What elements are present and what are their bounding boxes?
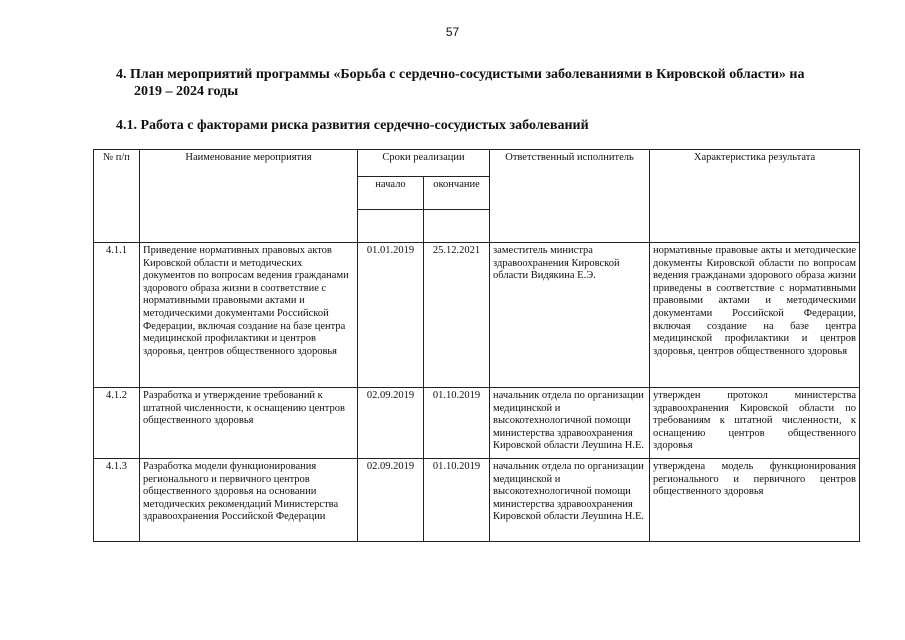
spacer-cell — [358, 210, 424, 243]
row-responsible: начальник отдела по организации медицинской и высокотехнологичной помощи министерства здравоохранения Кировской области Леушина Н.Е. — [490, 459, 650, 542]
page-number: 57 — [445, 25, 460, 39]
row-num: 4.1.3 — [94, 459, 140, 542]
table-header-row — [94, 150, 860, 177]
table-row — [94, 388, 860, 459]
table-row — [94, 459, 860, 542]
header-result: Характеристика результата — [650, 150, 860, 243]
subsection-heading: 4.1. Работа с факторами риска развития сердечно-сосудистых заболеваний — [116, 118, 589, 133]
row-result: нормативные правовые акты и методические документы Кировской области по вопросам ведения гражданами здорового образа жизни приведены в соответствие с нормативными правовыми актами и методическими документами Российской Федерации, включая создание на базе центра медицинской профилактики и центров здоровья, центров общественного здоровья — [650, 243, 860, 388]
header-responsible: Ответственный исполнитель — [490, 150, 650, 243]
header-end: окончание — [424, 177, 490, 210]
header-name: Наименование мероприятия — [140, 150, 358, 243]
row-name: Разработка и утверждение требований к штатной численности, к оснащению центров общественного здоровья — [140, 388, 358, 459]
row-start: 01.01.2019 — [358, 243, 424, 388]
section-heading — [116, 66, 876, 100]
spacer-cell — [424, 210, 490, 243]
row-responsible: начальник отдела по организации медицинской и высокотехнологичной помощи министерства здравоохранения Кировской области Леушина Н.Е. — [490, 388, 650, 459]
row-end: 01.10.2019 — [424, 388, 490, 459]
header-start: начало — [358, 177, 424, 210]
row-end: 25.12.2021 — [424, 243, 490, 388]
row-end: 01.10.2019 — [424, 459, 490, 542]
row-responsible: заместитель министра здравоохранения Кировской области Видякина Е.Э. — [490, 243, 650, 388]
header-period: Сроки реализации — [358, 150, 490, 177]
row-name: Разработка модели функционирования регионального и первичного центров общественного здоровья на основании методических рекомендаций Министерства здравоохранения Российской Федерации — [140, 459, 358, 542]
section-heading-line2: 2019 – 2024 годы — [134, 84, 239, 99]
row-num: 4.1.2 — [94, 388, 140, 459]
row-start: 02.09.2019 — [358, 459, 424, 542]
row-result: утверждена модель функционирования регионального и первичного центров общественного здоровья — [650, 459, 860, 542]
row-result: утвержден протокол министерства здравоохранения Кировской области по требованиям к штатной численности, к оснащению центров общественного здоровья — [650, 388, 860, 459]
section-heading-line1: 4. План мероприятий программы «Борьба с сердечно-сосудистыми заболеваниями в Кировской области» на — [116, 67, 805, 82]
row-start: 02.09.2019 — [358, 388, 424, 459]
activities-table — [93, 149, 860, 542]
table-row — [94, 243, 860, 388]
row-num: 4.1.1 — [94, 243, 140, 388]
header-num: № п/п — [94, 150, 140, 243]
row-name: Приведение нормативных правовых актов Кировской области и методических документов по вопросам ведения гражданами здорового образа жизни в соответствие с нормативными правовыми актами и методическими документами Российской Федерации, включая создание на базе центра медицинской профилактики и центров здоровья, центров общественного здоровья — [140, 243, 358, 388]
